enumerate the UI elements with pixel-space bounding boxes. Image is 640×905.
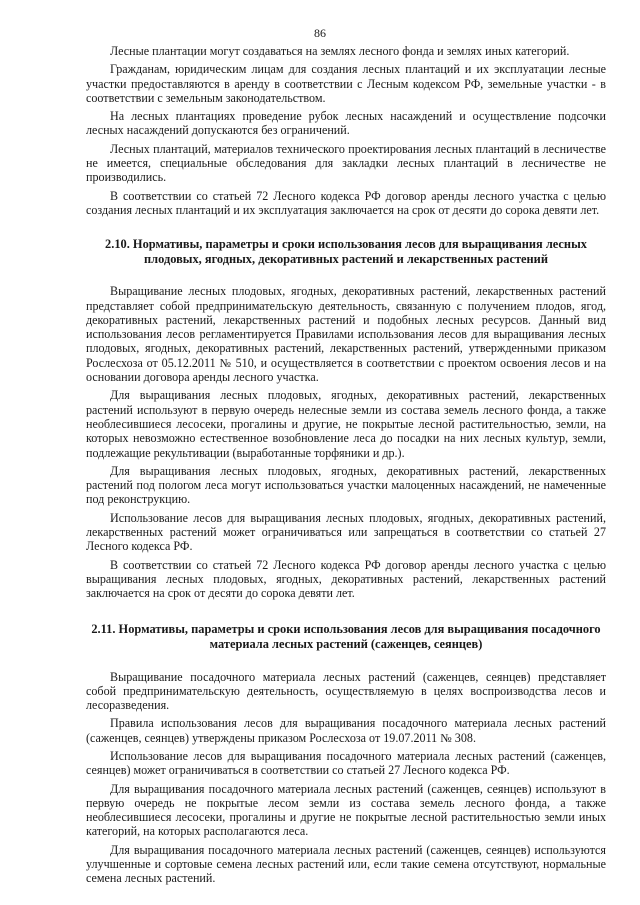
paragraph: На лесных плантациях проведение рубок лесных насаждений и осуществление подсочки лесных насаждений допускаются без ограничений. [86, 109, 606, 138]
paragraph: Для выращивания лесных плодовых, ягодных, декоративных растений, лекарственных растений используют в первую очередь нелесные земли из состава земель лесного фонда, а также необлесившиеся лесосеки, прогалины и другие, не покрытые лесной растительностью, земли, на которых невозможно естественное возобновление леса до посадки на них лесных культур, земли, подлежащие рекультивации (выработанные торфяники и др.). [86, 388, 606, 460]
paragraph: Выращивание лесных плодовых, ягодных, декоративных растений, лекарственных растений представляет собой предпринимательскую деятельность, связанную с получением плодов, ягод, декоративных растений, лекарственных растений и подобных лесных ресурсов. Данный вид использования лесов регламентируется Правилами использования лесов для выращивания лесных плодовых, ягодных, декоративных растений, лекарственных растений, утвержденными приказом Рослесхоза от 05.12.2011 № 510, и осуществляется в соответствии с проектом освоения лесов и на основании договора аренды лесного участка. [86, 284, 606, 385]
page-number: 86 [314, 26, 326, 40]
paragraph: Для выращивания лесных плодовых, ягодных, декоративных растений, лекарственных растений под пологом леса могут использоваться участки малоценных насаждений, не намеченные под реконструкцию. [86, 463, 606, 507]
paragraph: Выращивание посадочного материала лесных растений (саженцев, сеянцев) представляет собой предпринимательскую деятельность, осуществляемую в целях воспроизводства лесов и лесоразведения. [86, 669, 606, 713]
section-heading-2-10: 2.10. Нормативы, параметры и сроки использования лесов для выращивания лесных плодовых, ягодных, декоративных растений и лекарственных растений [105, 237, 587, 267]
paragraph: В соответствии со статьей 72 Лесного кодекса РФ договор аренды лесного участка с целью выращивания лесных плодовых, ягодных, декоративных растений, лекарственных растений заключается на срок от десяти до сорока девяти лет. [86, 557, 606, 601]
paragraph: Лесных плантаций, материалов технического проектирования лесных плантаций в лесничестве не имеется, специальные обследования для закладки лесных плантаций в лесничестве не производились. [86, 141, 606, 185]
section-heading-2-11: 2.11. Нормативы, параметры и сроки использования лесов для выращивания посадочного материала лесных растений (саженцев, сеянцев) [91, 621, 601, 651]
paragraph: Гражданам, юридическим лицам для создания лесных плантаций и их эксплуатации лесные участки предоставляются в аренду в соответствии с Лесным кодексом РФ, земельные участки - в соответствии с земельным законодательством. [86, 62, 606, 105]
paragraph: Для выращивания посадочного материала лесных растений (саженцев, сеянцев) используют в первую очередь не покрытые лесом земли из состава земель лесного фонда, а также необлесившиеся лесосеки, прогалины и другие не покрытые лесной растительностью земли иных категорий, на которых располагаются леса. [86, 781, 606, 839]
paragraph: В соответствии со статьей 72 Лесного кодекса РФ договор аренды лесного участка с целью создания лесных плантаций и их эксплуатация заключается на срок от десяти до сорока девяти лет. [86, 188, 606, 217]
paragraph: Использование лесов для выращивания посадочного материала лесных растений (саженцев, сеянцев) может ограничиваться в соответствии со статьей 27 Лесного кодекса РФ. [86, 748, 606, 778]
paragraph: Лесные плантации могут создаваться на землях лесного фонда и землях иных категорий. [110, 44, 570, 58]
paragraph: Для выращивания посадочного материала лесных растений (саженцев, сеянцев) используются улучшенные и сортовые семена лесных растений или, если такие семена отсутствуют, нормальные семена лесных растений. [86, 842, 606, 886]
paragraph: Использование лесов для выращивания лесных плодовых, ягодных, декоративных растений, лекарственных растений может ограничиваться или запрещаться в соответствии со статьей 27 Лесного кодекса РФ. [86, 510, 606, 554]
paragraph: Правила использования лесов для выращивания посадочного материала лесных растений (саженцев, сеянцев) утверждены приказом Рослесхоза от 19.07.2011 № 308. [86, 716, 606, 745]
document-body [86, 44, 606, 890]
